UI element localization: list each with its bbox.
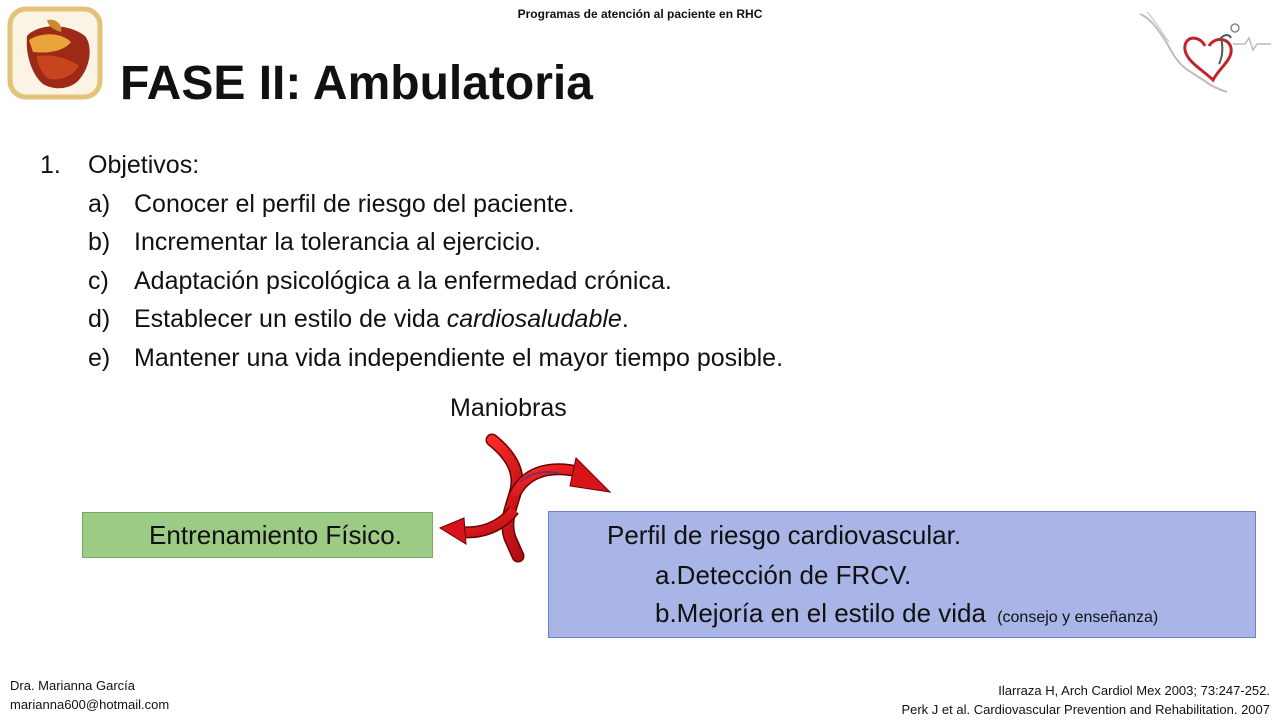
reference-1: Ilarraza H, Arch Cardiol Mex 2003; 73:247-252.: [998, 683, 1270, 698]
training-box: [82, 512, 433, 558]
list-number: 1.: [40, 151, 61, 179]
list-letter: b): [88, 228, 111, 256]
list-item-text-start: Establecer un estilo de vida: [134, 305, 447, 333]
objectives-heading: Objetivos:: [88, 151, 200, 179]
heart-logo-icon: [7, 6, 103, 100]
page-title: FASE II: Ambulatoria: [120, 57, 593, 110]
risk-profile-title: Perfil de riesgo cardiovascular.: [607, 520, 962, 550]
list-item: [40, 300, 783, 339]
list-item-text: Mantener una vida independiente el mayor tiempo posible.: [134, 343, 784, 372]
header-text: Programas de atención al paciente en RHC: [517, 7, 763, 21]
author-name: Dra. Marianna García: [10, 678, 135, 693]
risk-profile-item-b-note: (consejo y enseñanza): [997, 609, 1159, 626]
list-letter: a): [88, 189, 111, 218]
references: [901, 681, 1270, 719]
author-email: marianna600@hotmail.com: [10, 697, 170, 712]
list-item-text-end: .: [621, 305, 629, 333]
objectives-heading-row: [40, 146, 783, 185]
list-item: [40, 185, 783, 224]
risk-profile-item-b: [655, 598, 1158, 629]
list-item-text: [134, 300, 629, 339]
list-item-text: Adaptación psicológica a la enfermedad crónica.: [134, 266, 672, 295]
list-letter: c): [88, 266, 109, 295]
list-item-text: Conocer el perfil de riesgo del paciente.: [134, 189, 575, 218]
maniobras-label: Maniobras: [450, 394, 567, 422]
list-letter: e): [88, 343, 111, 372]
heart-map-logo-icon: [1135, 8, 1275, 98]
training-box-label: Entrenamiento Físico.: [149, 519, 402, 550]
list-item: [40, 339, 783, 378]
list-item: [40, 223, 783, 262]
list-item: [40, 262, 783, 301]
risk-profile-item-b-text: b.Mejoría en el estilo de vida: [655, 598, 986, 628]
author-info: [10, 676, 169, 714]
list-letter: d): [88, 305, 111, 333]
risk-profile-item-a: a.Detección de FRCV.: [655, 560, 912, 590]
risk-profile-box: [548, 511, 1256, 638]
objectives-list: [40, 146, 783, 377]
list-item-text: Incrementar la tolerancia al ejercicio.: [134, 228, 542, 256]
list-item-text-italic: cardiosaludable: [446, 305, 622, 333]
reference-2: Perk J et al. Cardiovascular Prevention and Rehabilitation. 2007: [901, 702, 1270, 717]
